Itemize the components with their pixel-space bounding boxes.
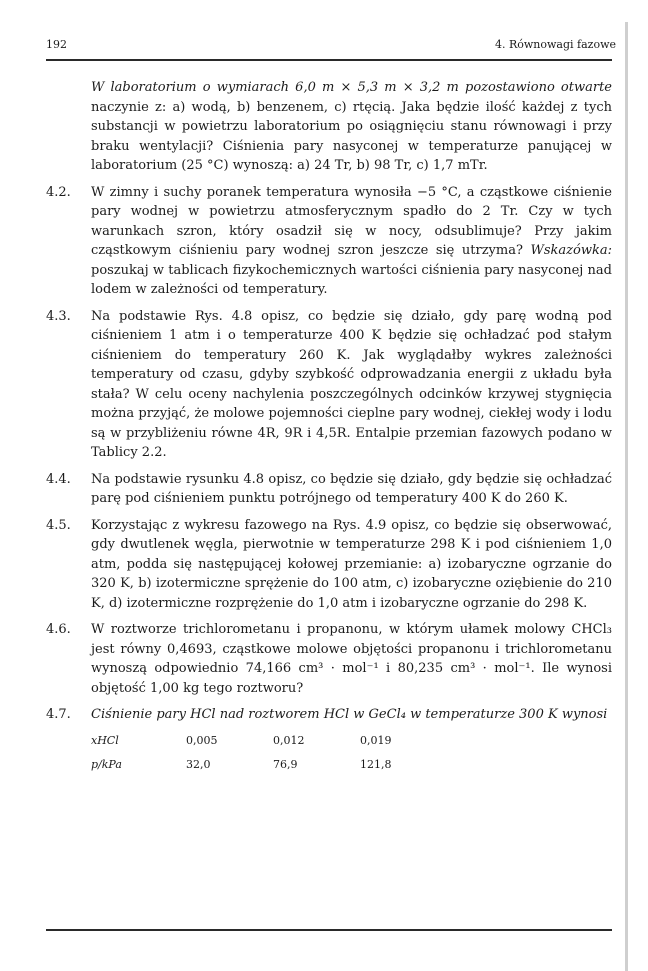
problem-text: naczynie z: a) wodą, b) benzenem, c) rtęcią. Jaka będzie ilość każdej z tych substancji w powietrzu laboratorium po osiągnięciu stanu równowagi i przy braku wentylacji? Ciśnienia pary nasyconej w temperaturze panującej w laboratorium (25 °C) wynoszą: a) 24 Tr, b) 98 Tr, c) 1,7 mTr. [91,99,612,173]
problem-text: W roztworze trichlorometanu i propanonu, w którym ułamek molowy CHCl₃ jest równy 0,4693, cząstkowe molowe objętości propanonu i trichlorometanu wynoszą odpowiednio 74,166 cm³ · mol⁻¹ i 80,235 cm³ · mol⁻¹. Ile wynosi objętość 1,00 kg tego roztworu? [91,622,612,696]
row-label: p/kPa [91,757,122,771]
problem-number: 4.2. [46,184,71,200]
problem-number: 4.4. [46,471,71,487]
table-cell: 76,9 [273,757,298,771]
problem-4-7 [46,705,612,777]
vapor-pressure-table [91,729,612,777]
problem-text: Korzystając z wykresu fazowego na Rys. 4.9 opisz, co będzie się obserwować, gdy dwutlenek węgla, pierwotnie w temperaturze 298 K i pod ciśnieniem 1,0 atm, podda się następującej kołowej przemianie: a) izobaryczne ogrzanie do 320 K, b) izotermiczne sprężenie do 100 atm, c) izobaryczne oziębienie do 210 K, d) izotermiczne rozprężenie do 1,0 atm i izobaryczne ogrzanie do 298 K. [91,517,612,611]
table-row [91,753,612,777]
table-cell: 0,012 [273,733,305,747]
table-cell: 0,019 [360,733,392,747]
problem-number: 4.7. [46,707,71,722]
problem-4-4 [46,470,612,509]
problem-text: Na podstawie rysunku 4.8 opisz, co będzie się działo, gdy będzie się ochładzać parę pod ciśnieniem punktu potrójnego od temperatury 400 K do 260 K. [91,471,612,506]
page-number: 192 [46,38,67,51]
problem-text: Na podstawie Rys. 4.8 opisz, co będzie się działo, gdy parę wodną pod ciśnieniem 1 atm i o temperaturze 400 K będzie się ochładzać pod stałym ciśnieniem do temperatury 260 K. Jak wyglądałby wykres zależności temperatury od czasu, gdyby szybkość odprowadzania energii z układu była stała? W celu oceny nachylenia poszczególnych odcinków krzywej stygnięcia można przyjąć, że molowe pojemności cieplne pary wodnej, ciekłej wody i lodu są w przybliżeniu równe 4R, 9R i 4,5R. Entalpie przemian fazowych podano w Tablicy 2.2. [91,308,612,460]
hint-label: Wskazówka: [530,243,612,258]
problem-number: 4.6. [46,622,71,637]
problem-intro: W laboratorium o wymiarach 6,0 m × 5,3 m × 3,2 m pozostawiono otwarte [91,80,612,95]
problem-4-5 [46,516,612,614]
chapter-title: 4. Równowagi fazowe [494,38,616,51]
problem-4-2 [46,183,612,300]
problem-number: 4.5. [46,517,71,533]
header-rule [46,59,612,61]
table-row [91,729,612,753]
problem-number: 4.3. [46,308,71,324]
problem-4-1-continued [46,78,612,176]
problem-4-3 [46,307,612,463]
footer-rule [46,929,612,931]
running-header [46,38,616,54]
row-label: xHCl [91,733,119,747]
problem-text: W zimny i suchy poranek temperatura wynosiła −5 °C, a cząstkowe ciśnienie pary wodnej w powietrzu atmosferycznym spadło do 2 Tr. Czy w tych warunkach szron, który osadził się w nocy, odsublimuje? Przy jakim cząstkowym ciśnieniu pary wodnej szron jeszcze się utrzyma? [91,184,612,258]
table-cell: 121,8 [360,757,392,771]
problem-text: Ciśnienie pary HCl nad roztworem HCl w GeCl₄ w temperaturze 300 K wynosi [91,707,608,722]
problems-list [46,78,612,784]
table-cell: 32,0 [186,757,211,771]
problem-4-6 [46,620,612,698]
page-edge-shadow [625,22,628,971]
hint-text: poszukaj w tablicach fizykochemicznych wartości ciśnienia pary nasyconej nad lodem w zależności od temperatury. [91,262,612,297]
table-cell: 0,005 [186,733,218,747]
